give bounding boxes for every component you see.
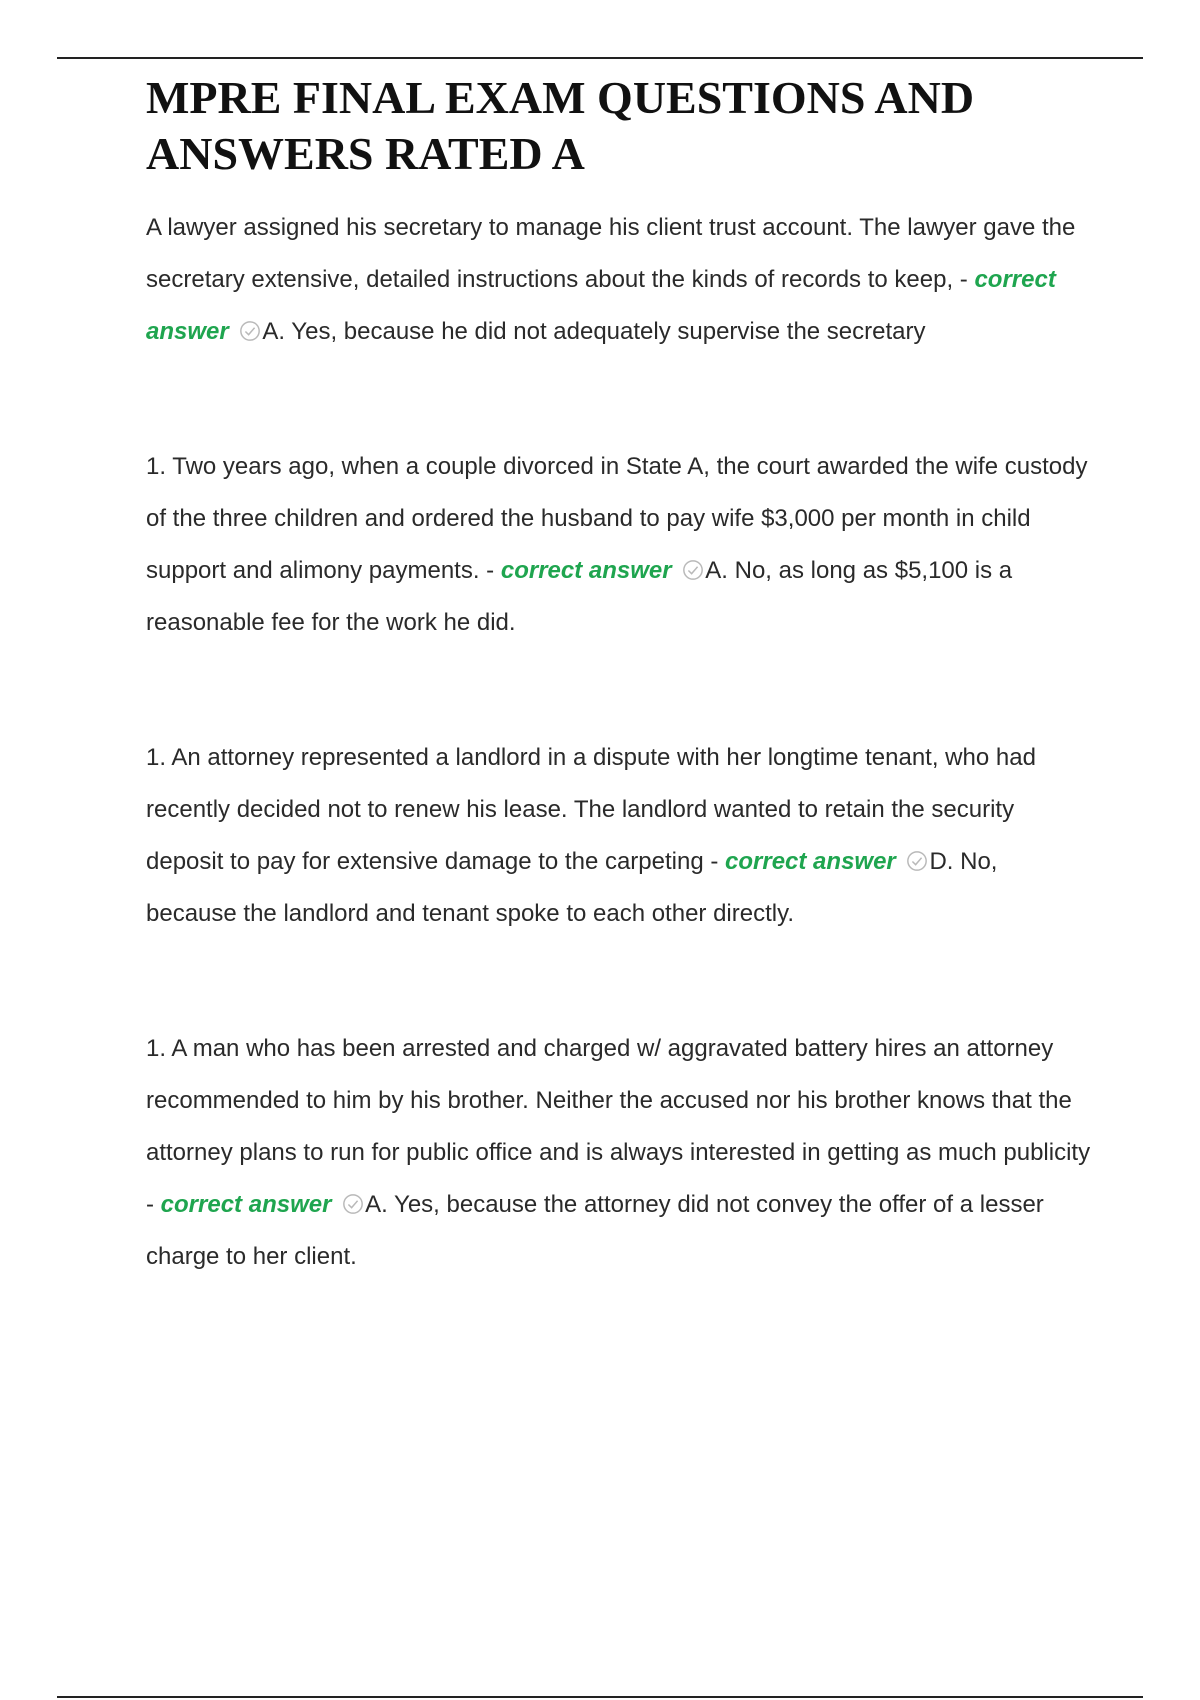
question-text: 1. Two years ago, when a couple divorced in State A, the court awarded the wife custody of the three children and ordered the husband to pay wife $3,000 per month in child support and alimony payments. (146, 453, 1088, 584)
correct-answer-label: correct answer (500, 557, 672, 584)
answer-text: A. No, as long as $5,100 is a reasonable fee for the work he did. (146, 557, 1013, 636)
correct-answer-label: correct answer (146, 266, 1056, 345)
question-text: 1. An attorney represented a landlord in a dispute with her longtime tenant, who had recently decided not to renew his lease. The landlord wanted to retain the security deposit to pay for extensive damage to the carpeting (146, 744, 1036, 875)
answer-text: A. Yes, because he did not adequately supervise the secretary (262, 318, 926, 345)
document-title: MPRE FINAL EXAM QUESTIONS AND ANSWERS RATED A (146, 72, 975, 179)
qa-item-2 (146, 441, 1091, 649)
separator: - (146, 1191, 161, 1218)
answer-text: D. No, because the landlord and tenant spoke to each other directly. (146, 848, 998, 927)
correct-answer-label: correct answer (160, 1191, 332, 1218)
separator: - (953, 266, 975, 293)
bottom-rule (57, 1696, 1143, 1698)
document-content (146, 70, 1091, 1366)
qa-item-1 (146, 202, 1091, 358)
correct-answer-label: correct answer (725, 848, 896, 875)
check-circle-icon (342, 1193, 364, 1215)
top-rule (57, 57, 1143, 59)
question-text: 1. A man who has been arrested and charged w/ aggravated battery hires an attorney recommended to him by his brother. Neither the accused nor his brother knows that the attorney plans to run for public office and is always interested in getting as much publicity (146, 1035, 1091, 1166)
check-circle-icon (906, 850, 928, 872)
qa-item-3 (146, 732, 1091, 940)
qa-item-4 (146, 1023, 1091, 1283)
answer-text: A. Yes, because the attorney did not convey the offer of a lesser charge to her client. (146, 1191, 1044, 1270)
check-circle-icon (682, 559, 704, 581)
separator: - (479, 557, 501, 584)
question-text: A lawyer assigned his secretary to manage his client trust account. The lawyer gave the secretary extensive, detailed instructions about the kinds of records to keep, (146, 214, 1076, 293)
separator: - (703, 848, 726, 875)
check-circle-icon (239, 320, 261, 342)
